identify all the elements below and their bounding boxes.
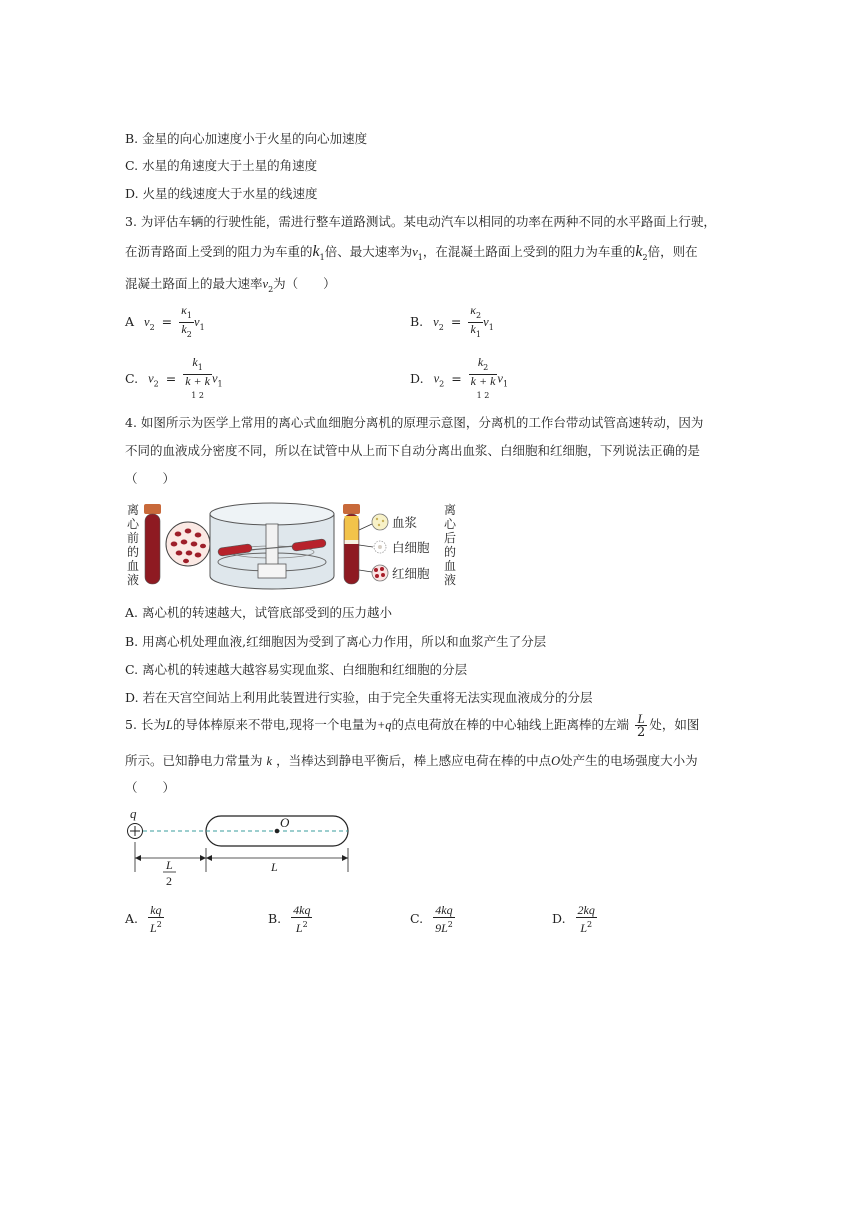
left-label-char: 心 bbox=[127, 517, 140, 531]
right-label-char: 后 bbox=[444, 531, 457, 545]
right-label-char: 的 bbox=[444, 545, 457, 559]
q3-option-d: D. $v_2$ = $k_2$ k + k 1 2 $v_1$ bbox=[410, 355, 509, 400]
centrifuge-figure bbox=[122, 500, 467, 592]
left-label-char: 离 bbox=[127, 503, 140, 517]
q4-option-c: C. 离心机的转速越大越容易实现血浆、白细胞和红细胞的分层 bbox=[125, 662, 468, 677]
plasma-label: 血浆 bbox=[392, 516, 418, 530]
q4-option-b: B. 用离心机处理血液,红细胞因为受到了离心力作用，所以和血浆产生了分层 bbox=[125, 634, 547, 649]
red-cell-icon bbox=[372, 565, 388, 581]
right-label-char: 离 bbox=[444, 503, 457, 517]
q5-stem-line2: 所示。已知静电力常量为 k ，当棒达到静电平衡后，棒上感应电荷在棒的中点O处产生的电场强度大小为 bbox=[125, 753, 698, 768]
right-label-char: 液 bbox=[444, 573, 457, 587]
q3-stem-line3: 混凝土路面上的最大速率$v_2$为（ ） bbox=[125, 276, 336, 294]
blood-magnified-icon bbox=[166, 522, 210, 566]
q2-option-b: B. 金星的向心加速度小于火星的向心加速度 bbox=[125, 131, 368, 146]
midpoint-o-label: O bbox=[280, 815, 290, 830]
test-tube-before bbox=[144, 504, 161, 584]
l-label: L bbox=[271, 860, 278, 874]
right-label-char: 心 bbox=[444, 517, 457, 531]
q5-option-a: A. $\frac{kq}{L^2}$ bbox=[125, 903, 162, 935]
wbc-label: 白细胞 bbox=[392, 541, 430, 555]
q3-option-a: A $v_2$ = $\frac{\kappa_1}{k_2}$ $v_1$ bbox=[125, 303, 205, 339]
plasma-icon bbox=[372, 514, 388, 530]
charge-q-label: q bbox=[130, 808, 137, 821]
point-charge-icon bbox=[128, 824, 143, 839]
rod-figure bbox=[120, 808, 360, 888]
centrifuge-machine bbox=[210, 503, 334, 589]
q4-option-a: A. 离心机的转速越大，试管底部受到的压力越小 bbox=[125, 605, 392, 620]
left-label-char: 液 bbox=[127, 573, 140, 587]
right-label-char: 血 bbox=[444, 559, 457, 573]
test-tube-after bbox=[343, 504, 360, 584]
q4-stem-line3: （ ） bbox=[125, 471, 176, 486]
half-l-num: L bbox=[166, 858, 173, 872]
q5-stem-line1: 5. 长为L的导体棒原来不带电,现将一个电量为+q的点电荷放在棒的中心轴线上距离棒的左端 $\frac{L}{2}$ 处，如图 bbox=[125, 711, 700, 740]
q3-stem-line2: 在沥青路面上受到的阻力为车重的$k_1$倍、最大速率为$v_1$，在混凝土路面上受到的阻力为车重的$k_2$倍，则在 bbox=[125, 243, 698, 262]
q5-option-b: B. $\frac{4kq}{L^2}$ bbox=[268, 903, 311, 935]
q5-stem-line3: （ ） bbox=[125, 780, 176, 795]
left-label-char: 血 bbox=[127, 559, 140, 573]
q2-option-c: C. 水星的角速度大于土星的角速度 bbox=[125, 158, 318, 173]
q3-stem-line1: 3. 为评估车辆的行驶性能，需进行整车道路测试。某电动汽车以相同的功率在两种不同的水平路面上行驶， bbox=[125, 214, 716, 229]
q3-option-c: C. $v_2$ = $k_1$ k + k 1 2 $v_1$ bbox=[125, 355, 223, 400]
white-cell-icon bbox=[374, 541, 386, 553]
left-label-char: 的 bbox=[127, 545, 140, 559]
q4-stem-line1: 4. 如图所示为医学上常用的离心式血细胞分离机的原理示意图，分离机的工作台带动试管高速转动，因为 bbox=[125, 415, 704, 430]
half-l-den: 2 bbox=[166, 874, 172, 888]
q4-option-d: D. 若在天宫空间站上利用此装置进行实验，由于完全失重将无法实现血液成分的分层 bbox=[125, 690, 593, 705]
rbc-label: 红细胞 bbox=[392, 567, 430, 581]
left-label-char: 前 bbox=[127, 531, 140, 545]
q2-option-d: D. 火星的线速度大于水星的线速度 bbox=[125, 186, 318, 201]
q5-option-d: D. $\frac{2kq}{L^2}$ bbox=[552, 903, 595, 935]
q4-stem-line2: 不同的血液成分密度不同，所以在试管中从上而下自动分离出血浆、白细胞和红细胞，下列说法正确的是 bbox=[125, 443, 701, 458]
q3-option-b: B. $v_2$ = $\frac{\kappa_2}{k_1}$ $v_1$ bbox=[410, 303, 494, 339]
midpoint-o bbox=[275, 829, 280, 834]
q5-option-c: C. $\frac{4kq}{9L^2}$ bbox=[410, 903, 453, 935]
